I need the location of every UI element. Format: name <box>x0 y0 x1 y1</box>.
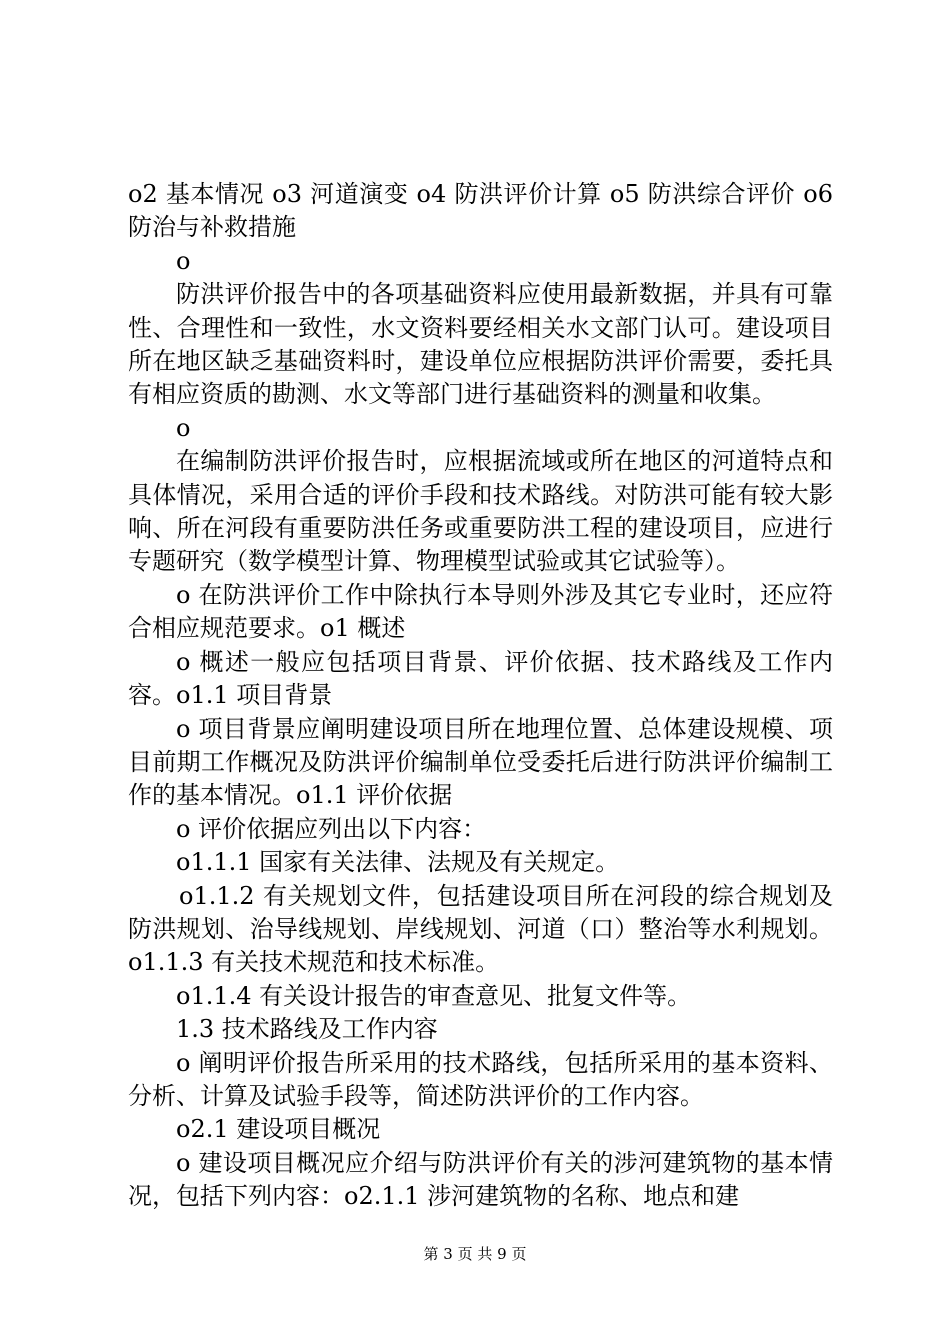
body-text <box>128 178 833 1214</box>
paragraph-14: o 阐明评价报告所采用的技术路线，包括所采用的基本资料、分析、计算及试验手段等，简述防洪评价的工作内容。 <box>128 1048 833 1110</box>
paragraph-12: o1.1.4 有关设计报告的审查意见、批复文件等。 <box>176 981 692 1010</box>
paragraph-7: o 概述一般应包括项目背景、评价依据、技术路线及工作内容。o1.1 项目背景 <box>128 647 833 710</box>
paragraph-3: 防洪评价报告中的各项基础资料应使用最新数据，并具有可靠性、合理性和一致性，水文资料要经相关水文部门认可。建设项目所在地区缺乏基础资料时，建设单位应根据防洪评价需要，委托具有相应资质的勘测、水文等部门进行基础资料的测量和收集。 <box>128 280 833 409</box>
paragraph-8: o 项目背景应阐明建设项目所在地理位置、总体建设规模、项目前期工作概况及防洪评价编制单位受委托后进行防洪评价编制工作的基本情况。o1.1 评价依据 <box>128 714 833 810</box>
paragraph-6: o 在防洪评价工作中除执行本导则外涉及其它专业时，还应符合相应规范要求。o1 概述 <box>128 580 833 643</box>
paragraph-2: o <box>176 246 191 275</box>
paragraph-16: o 建设项目概况应介绍与防洪评价有关的涉河建筑物的基本情况，包括下列内容：o2.1.1 涉河建筑物的名称、地点和建 <box>128 1148 833 1211</box>
paragraph-15: o2.1 建设项目概况 <box>176 1115 381 1144</box>
paragraph-5: 在编制防洪评价报告时，应根据流域或所在地区的河道特点和具体情况，采用合适的评价手段和技术路线。对防洪可能有较大影响、所在河段有重要防洪任务或重要防洪工程的建设项目，应进行专题研究（数学模型计算、物理模型试验或其它试验等）。 <box>128 447 833 576</box>
paragraph-1: o2 基本情况 o3 河道演变 o4 防洪评价计算 o5 防洪综合评价 o6防治与补救措施 <box>128 180 833 242</box>
page-footer: 第 3 页 共 9 页 <box>423 1245 527 1263</box>
paragraph-11: o1.1.2 有关规划文件，包括建设项目所在河段的综合规划及防洪规划、治导线规划、岸线规划、河道（口）整治等水利规划。o1.1.3 有关技术规范和技术标准。 <box>128 881 833 977</box>
paragraph-9: o 评价依据应列出以下内容： <box>176 814 487 843</box>
paragraph-13: 1.3 技术路线及工作内容 <box>176 1015 438 1044</box>
paragraph-4: o <box>176 413 191 442</box>
paragraph-10: o1.1.1 国家有关法律、法规及有关规定。 <box>176 848 620 877</box>
